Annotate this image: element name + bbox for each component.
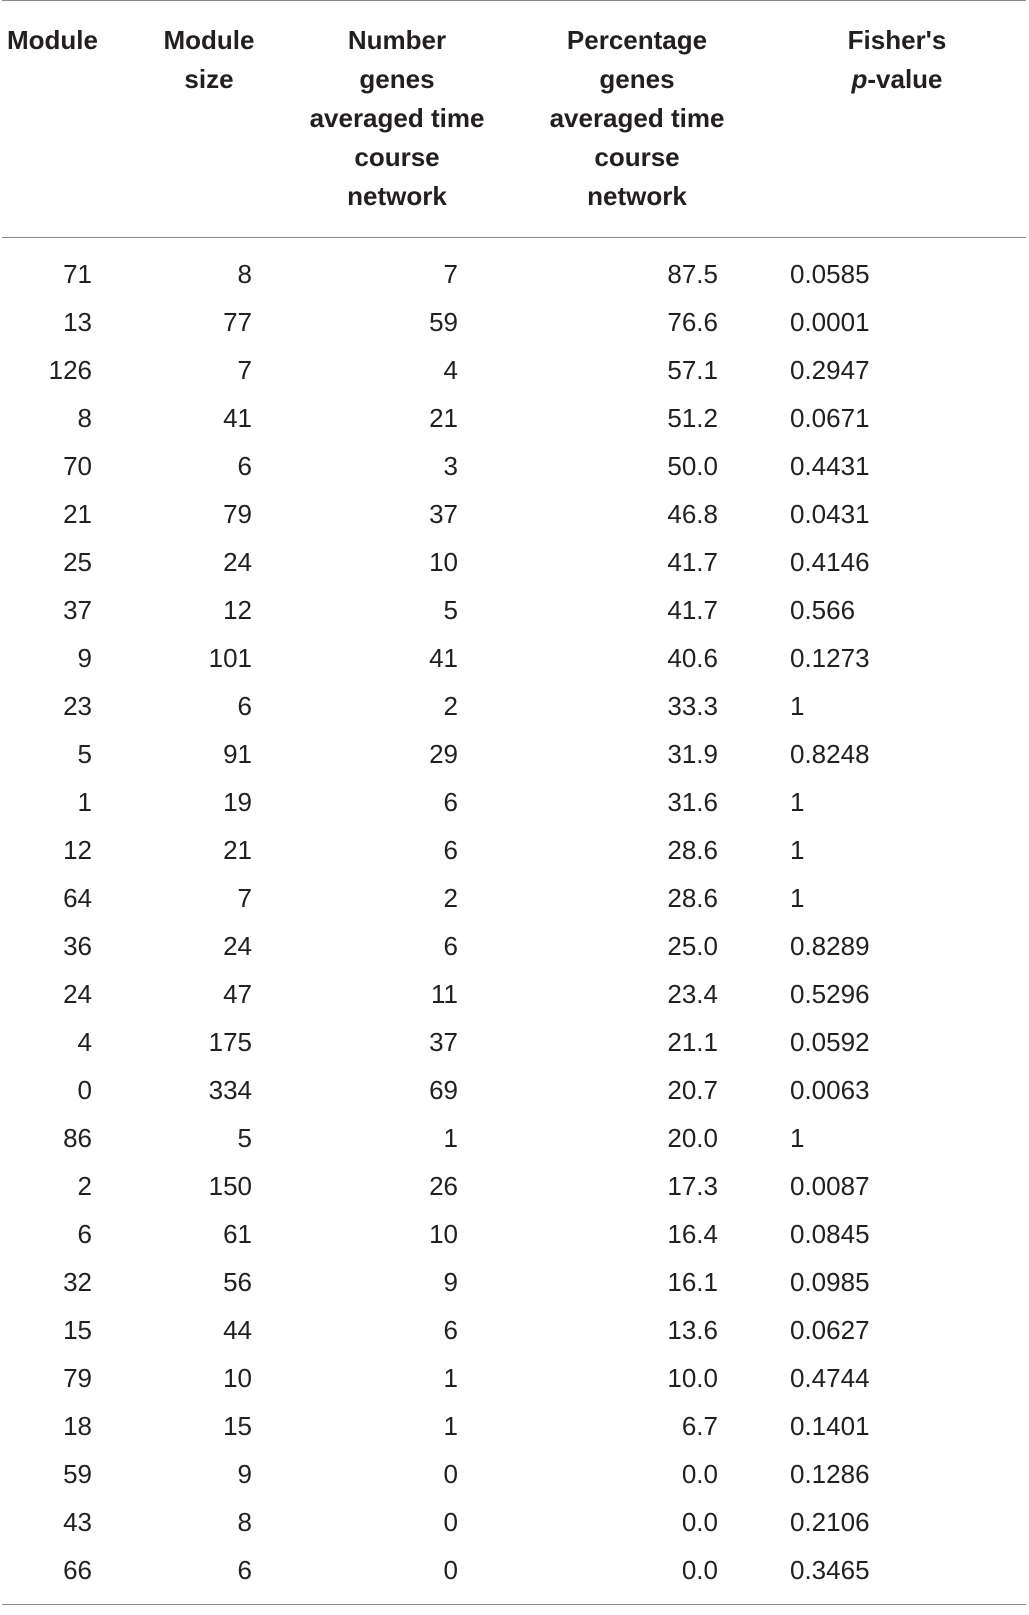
cell-percentage-genes: 17.3 [667,1170,718,1201]
cell-number-genes: 37 [429,1026,458,1057]
table-row [2,1162,1026,1210]
cell-percentage-genes: 28.6 [667,834,718,865]
cell-fisher-p-value: 0.4744 [790,1362,870,1393]
cell-number-genes: 0 [443,1554,458,1585]
cell-number-genes: 10 [429,546,458,577]
cell-module-size: 334 [208,1074,252,1105]
cell-module: 1 [77,786,92,817]
cell-module: 8 [77,402,92,433]
table-body [2,238,1026,1605]
cell-number-genes: 9 [443,1266,458,1297]
cell-module: 9 [77,642,92,673]
header-fisher-p-value: Fisher's p-value [847,25,947,94]
cell-percentage-genes: 0.0 [681,1458,718,1489]
cell-percentage-genes: 6.7 [681,1410,718,1441]
cell-module-size: 15 [223,1410,252,1441]
cell-number-genes: 69 [429,1074,458,1105]
cell-percentage-genes: 50.0 [667,450,718,481]
cell-number-genes: 1 [443,1410,458,1441]
cell-fisher-p-value: 1 [790,1122,805,1153]
cell-percentage-genes: 20.7 [667,1074,718,1105]
cell-number-genes: 10 [429,1218,458,1249]
cell-module-size: 7 [237,882,252,913]
cell-number-genes: 29 [429,738,458,769]
cell-fisher-p-value: 0.0627 [790,1314,870,1345]
cell-percentage-genes: 23.4 [667,978,718,1009]
cell-number-genes: 3 [443,450,458,481]
cell-percentage-genes: 28.6 [667,882,718,913]
cell-module: 2 [77,1170,92,1201]
cell-percentage-genes: 31.9 [667,738,718,769]
header-number-genes: Number genes averaged time course network [309,25,485,211]
cell-module-size: 12 [223,594,252,625]
table-row [2,1402,1026,1450]
cell-number-genes: 6 [443,834,458,865]
cell-fisher-p-value: 0.0087 [790,1170,870,1201]
cell-fisher-p-value: 0.0985 [790,1266,870,1297]
cell-module-size: 47 [223,978,252,1009]
cell-module-size: 56 [223,1266,252,1297]
cell-percentage-genes: 57.1 [667,354,718,385]
table-row [2,394,1026,442]
cell-number-genes: 7 [443,258,458,289]
cell-module-size: 61 [223,1218,252,1249]
cell-module: 18 [63,1410,92,1441]
cell-percentage-genes: 16.1 [667,1266,718,1297]
cell-module: 6 [77,1218,92,1249]
cell-module-size: 6 [237,1554,252,1585]
cell-fisher-p-value: 0.566 [790,594,856,625]
module-table-container [2,0,1026,1605]
cell-percentage-genes: 16.4 [667,1218,718,1249]
cell-fisher-p-value: 0.1286 [790,1458,870,1489]
cell-module: 36 [63,930,92,961]
cell-fisher-p-value: 0.8289 [790,930,870,961]
cell-number-genes: 1 [443,1122,458,1153]
table-row [2,1306,1026,1354]
cell-number-genes: 0 [443,1506,458,1537]
cell-module: 43 [63,1506,92,1537]
cell-module-size: 150 [208,1170,252,1201]
cell-number-genes: 6 [443,1314,458,1345]
header-percentage-genes: Percentage genes averaged time course network [549,25,725,211]
table-row [2,1114,1026,1162]
cell-number-genes: 11 [431,978,458,1009]
cell-fisher-p-value: 1 [790,882,805,913]
table-row [2,1210,1026,1258]
cell-module: 0 [77,1074,92,1105]
cell-fisher-p-value: 0.0585 [790,258,870,289]
cell-module: 15 [63,1314,92,1345]
cell-module-size: 79 [223,498,252,529]
cell-fisher-p-value: 1 [790,834,805,865]
cell-fisher-p-value: 0.5296 [790,978,870,1009]
cell-number-genes: 4 [443,354,458,385]
module-enrichment-table [2,0,1026,1605]
cell-fisher-p-value: 0.0845 [790,1218,870,1249]
cell-module: 4 [77,1026,92,1057]
cell-percentage-genes: 87.5 [667,258,718,289]
cell-number-genes: 59 [429,306,458,337]
header-row [2,1,1026,238]
table-row [2,874,1026,922]
table-row [2,922,1026,970]
cell-module: 37 [63,594,92,625]
table-row [2,346,1026,394]
table-row [2,298,1026,346]
cell-module: 126 [48,354,92,385]
cell-fisher-p-value: 0.1273 [790,642,870,673]
cell-percentage-genes: 33.3 [667,690,718,721]
cell-percentage-genes: 10.0 [667,1362,718,1393]
table-row [2,634,1026,682]
cell-module: 70 [63,450,92,481]
cell-percentage-genes: 0.0 [681,1554,718,1585]
table-header [2,1,1026,238]
cell-module: 24 [63,978,92,1009]
table-row [2,730,1026,778]
cell-number-genes: 6 [443,930,458,961]
cell-module: 25 [63,546,92,577]
cell-module-size: 91 [223,738,252,769]
cell-percentage-genes: 41.7 [667,546,718,577]
cell-number-genes: 1 [443,1362,458,1393]
cell-fisher-p-value: 1 [790,786,805,817]
cell-module: 5 [77,738,92,769]
cell-module: 13 [63,306,92,337]
cell-fisher-p-value: 0.0001 [790,306,870,337]
cell-percentage-genes: 20.0 [667,1122,718,1153]
cell-fisher-p-value: 0.2947 [790,354,870,385]
table-row [2,970,1026,1018]
table-row [2,586,1026,634]
table-row [2,1450,1026,1498]
cell-module: 86 [63,1122,92,1153]
cell-percentage-genes: 13.6 [667,1314,718,1345]
cell-module-size: 7 [237,354,252,385]
cell-module-size: 10 [223,1362,252,1393]
cell-number-genes: 6 [443,786,458,817]
cell-module: 12 [63,834,92,865]
cell-fisher-p-value: 0.0063 [790,1074,870,1105]
cell-module-size: 5 [237,1122,252,1153]
cell-percentage-genes: 40.6 [667,642,718,673]
table-row [2,238,1026,299]
table-row [2,1498,1026,1546]
cell-module-size: 6 [237,450,252,481]
cell-module-size: 175 [208,1026,252,1057]
cell-fisher-p-value: 0.0431 [790,498,870,529]
cell-module: 71 [63,258,92,289]
cell-module: 66 [63,1554,92,1585]
cell-module-size: 8 [237,258,252,289]
cell-percentage-genes: 41.7 [667,594,718,625]
cell-percentage-genes: 21.1 [667,1026,718,1057]
cell-module-size: 24 [223,930,252,961]
header-module: Module [7,25,98,55]
cell-fisher-p-value: 0.2106 [790,1506,870,1537]
cell-fisher-p-value: 0.8248 [790,738,870,769]
cell-module-size: 9 [237,1458,252,1489]
table-row [2,1258,1026,1306]
cell-fisher-p-value: 0.1401 [790,1410,870,1441]
cell-number-genes: 5 [443,594,458,625]
cell-module-size: 24 [223,546,252,577]
cell-module: 64 [63,882,92,913]
table-row [2,538,1026,586]
cell-fisher-p-value: 1 [790,690,805,721]
table-row [2,1018,1026,1066]
cell-module: 79 [63,1362,92,1393]
cell-number-genes: 41 [429,642,458,673]
cell-fisher-p-value: 0.3465 [790,1554,870,1585]
table-row [2,1066,1026,1114]
cell-module-size: 41 [223,402,252,433]
cell-module-size: 77 [223,306,252,337]
cell-module-size: 6 [237,690,252,721]
cell-fisher-p-value: 0.0592 [790,1026,870,1057]
cell-fisher-p-value: 0.4431 [790,450,870,481]
table-row [2,682,1026,730]
cell-module-size: 44 [223,1314,252,1345]
cell-number-genes: 37 [429,498,458,529]
cell-module-size: 21 [223,834,252,865]
cell-module: 32 [63,1266,92,1297]
cell-module-size: 19 [223,786,252,817]
cell-number-genes: 21 [429,402,458,433]
table-row [2,442,1026,490]
header-module-size: Module size [163,25,255,94]
cell-percentage-genes: 31.6 [667,786,718,817]
cell-module: 23 [63,690,92,721]
cell-module: 21 [63,498,92,529]
cell-percentage-genes: 25.0 [667,930,718,961]
cell-percentage-genes: 0.0 [681,1506,718,1537]
table-row [2,826,1026,874]
table-row [2,490,1026,538]
table-row [2,1354,1026,1402]
table-row [2,778,1026,826]
cell-number-genes: 0 [443,1458,458,1489]
cell-module-size: 101 [208,642,252,673]
cell-module-size: 8 [237,1506,252,1537]
cell-number-genes: 2 [443,690,458,721]
cell-number-genes: 2 [443,882,458,913]
cell-module: 59 [63,1458,92,1489]
cell-fisher-p-value: 0.4146 [790,546,870,577]
cell-percentage-genes: 51.2 [667,402,718,433]
cell-fisher-p-value: 0.0671 [790,402,870,433]
cell-percentage-genes: 46.8 [667,498,718,529]
table-row [2,1546,1026,1605]
cell-percentage-genes: 76.6 [667,306,718,337]
cell-number-genes: 26 [429,1170,458,1201]
